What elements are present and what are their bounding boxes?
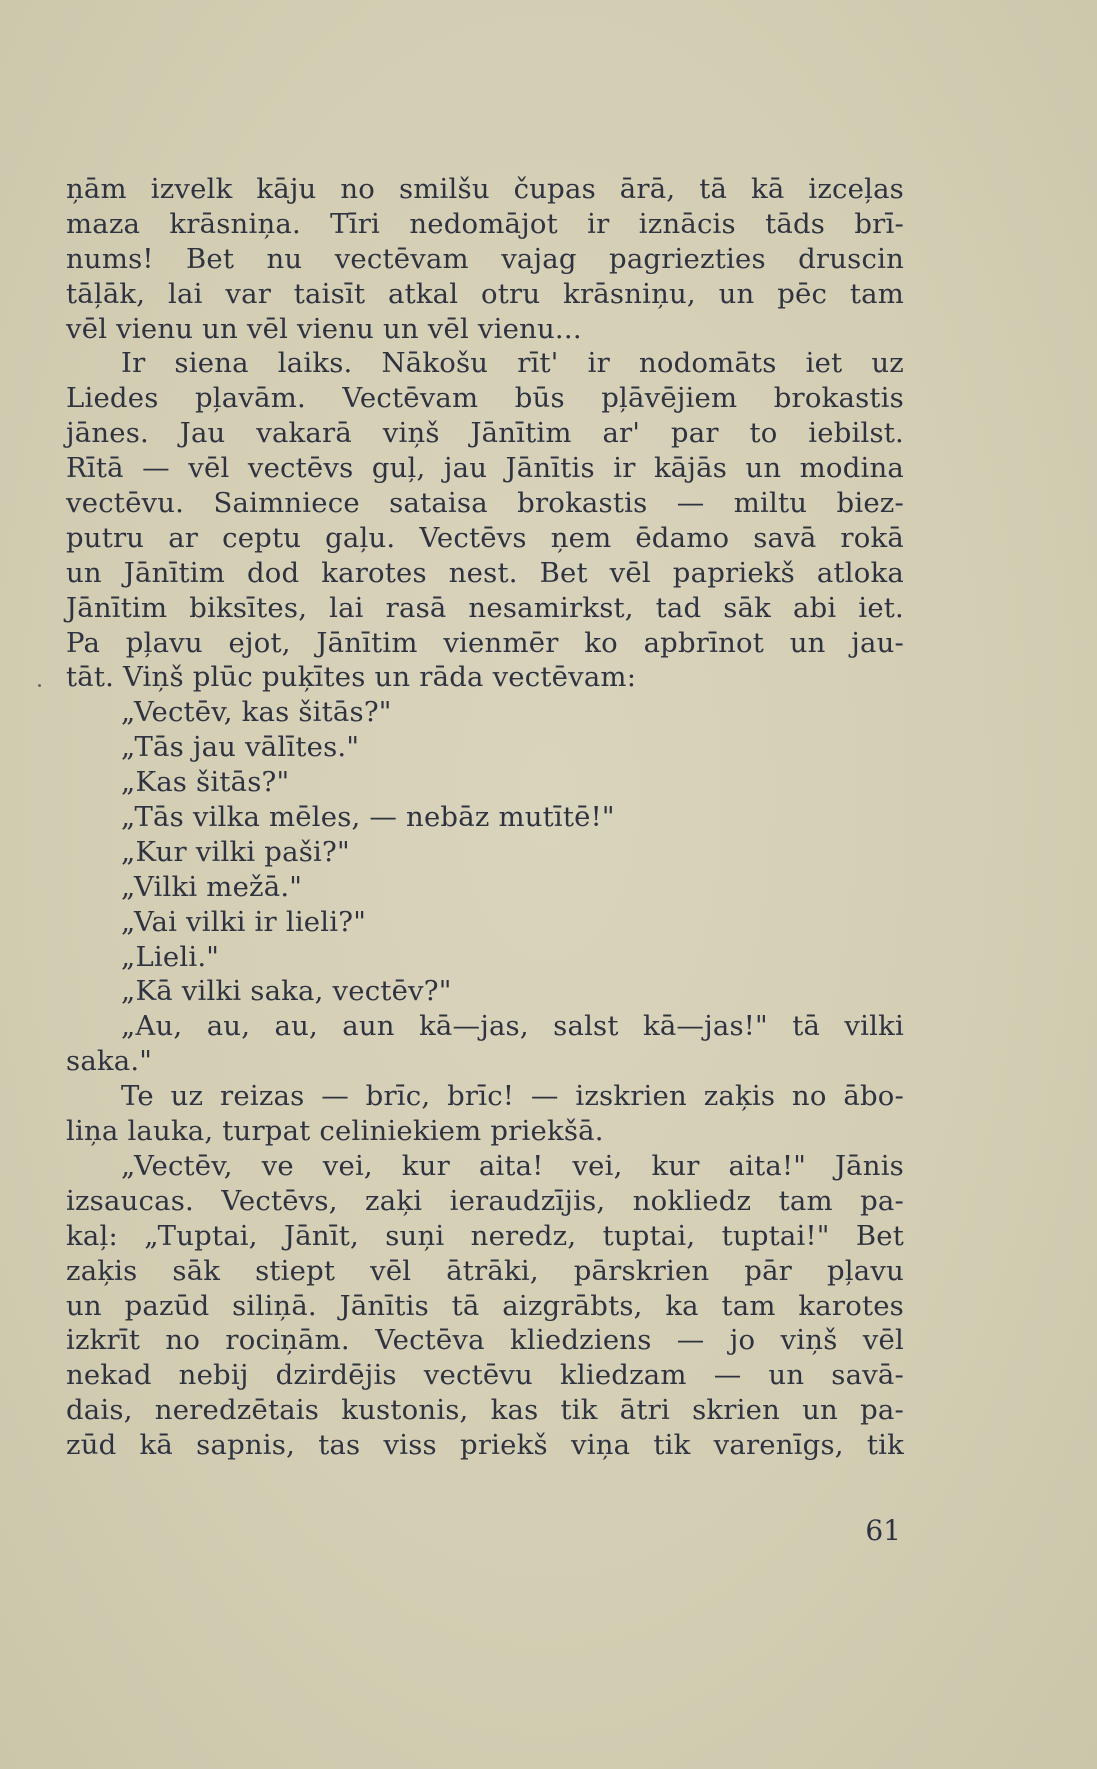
text-line: „Vectēv, ve vei, kur aita! vei, kur aita!" Jānis (121, 1149, 904, 1182)
text-line: zūd kā sapnis, tas viss priekš viņa tik varenīgs, tik (66, 1429, 904, 1462)
text-line: „Vectēv, kas šitās?" (121, 696, 392, 729)
text-line: jānes. Jau vakarā viņš Jānītim ar' par to iebilst. (66, 417, 904, 450)
text-line: maza krāsniņa. Tīri nedomājot ir iznācis tāds brī- (66, 207, 904, 240)
text-line: „Au, au, au, aun kā—jas, salst kā—jas!" tā vilki (121, 1010, 904, 1043)
text-line: „Kur vilki paši?" (121, 835, 350, 868)
text-line: dais, neredzētais kustonis, kas tik ātri skrien un pa- (66, 1394, 904, 1427)
page-number: 61 (865, 1514, 901, 1547)
text-line: kaļ: „Tuptai, Jānīt, suņi neredz, tuptai, tuptai!" Bet (66, 1219, 904, 1252)
text-line: „Lieli." (121, 940, 220, 973)
text-line: „Tās vilka mēles, — nebāz mutītē!" (121, 801, 615, 834)
text-line: vectēvu. Saimniece sataisa brokastis — miltu biez- (66, 487, 904, 520)
text-line: izkrīt no rociņām. Vectēva kliedziens — jo viņš vēl (66, 1324, 904, 1357)
text-line: ņām izvelk kāju no smilšu čupas ārā, tā kā izceļas (66, 173, 904, 205)
text-line: tāļāk, lai var taisīt atkal otru krāsniņu, un pēc tam (66, 277, 904, 310)
body-text (66, 172, 904, 1463)
text-line: „Kas šitās?" (121, 766, 290, 799)
text-line: putru ar ceptu gaļu. Vectēvs ņem ēdamo savā rokā (66, 521, 904, 554)
text-line: Ir siena laiks. Nākošu rīt' ir nodomāts iet uz (121, 347, 904, 380)
text-line: Rītā — vēl vectēvs guļ, jau Jānītis ir kājās un modina (66, 452, 904, 485)
text-line: „Vilki mežā." (121, 870, 303, 903)
text-line: tāt. Viņš plūc puķītes un rāda vectēvam: (66, 661, 637, 694)
text-line: un Jānītim dod karotes nest. Bet vēl papriekš atloka (66, 556, 904, 589)
text-line: „Kā vilki saka, vectēv?" (121, 975, 452, 1008)
text-line: nekad nebij dzirdējis vectēvu kliedzam — un savā- (66, 1359, 904, 1392)
text-line: saka." (66, 1045, 153, 1078)
text-line: zaķis sāk stiept vēl ātrāki, pārskrien pār pļavu (66, 1254, 904, 1287)
text-line: „Tās jau vālītes." (121, 731, 360, 764)
text-line: Jānītim biksītes, lai rasā nesamirkst, tad sāk abi iet. (66, 591, 904, 624)
text-line: un pazūd siliņā. Jānītis tā aizgrābts, ka tam karotes (66, 1289, 904, 1322)
text-line: Liedes pļavām. Vectēvam būs pļāvējiem brokastis (66, 382, 904, 415)
text-line: nums! Bet nu vectēvam vajag pagriezties druscin (66, 242, 904, 275)
text-line: Pa pļavu ejot, Jānītim vienmēr ko apbrīnot un jau- (66, 626, 904, 659)
text-line: „Vai vilki ir lieli?" (121, 905, 367, 938)
text-line: liņa lauka, turpat celiniekiem priekšā. (66, 1115, 604, 1148)
text-line: vēl vienu un vēl vienu un vēl vienu... (66, 312, 582, 345)
margin-speck (38, 684, 41, 687)
text-line: izsaucas. Vectēvs, zaķi ieraudzījis, nokliedz tam pa- (66, 1184, 904, 1217)
text-line: Te uz reizas — brīc, brīc! — izskrien zaķis no ābo- (121, 1080, 904, 1113)
